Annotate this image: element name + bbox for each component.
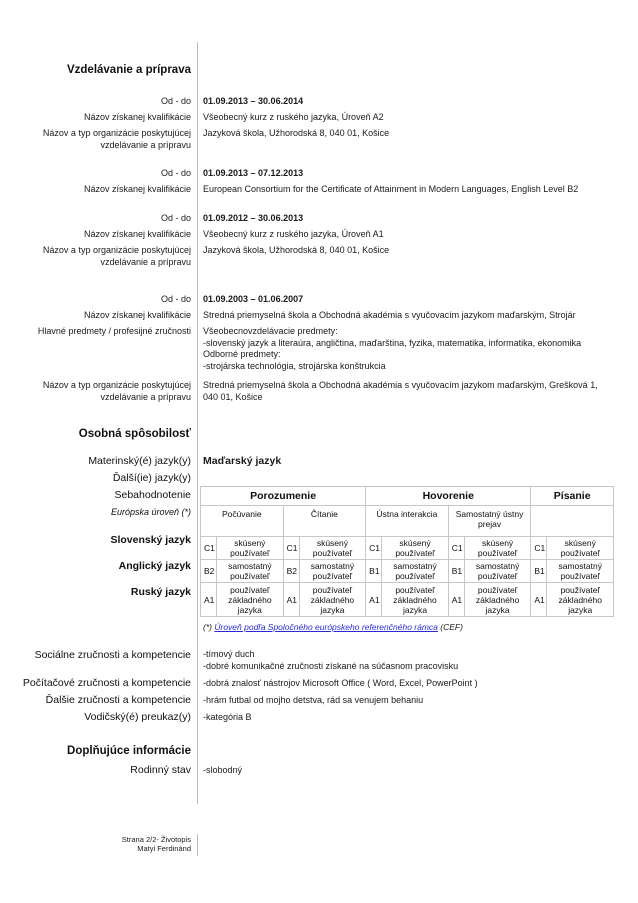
social-skills-value: -tímový duch -dobré komunikačné zručnosti získané na súčasnom pracovisku: [203, 649, 459, 671]
family-status-value: -slobodný: [203, 765, 243, 775]
level-desc: používateľ základného jazyka: [464, 583, 531, 617]
driving-license-value: -kategória B: [203, 712, 252, 722]
level-desc: samostatný používateľ: [464, 560, 531, 583]
self-assessment-label: Sebahodnotenie: [114, 489, 191, 501]
edu4-org-label: Názov a typ organizácie poskytujúcej vzdelávanie a prípravu: [42, 380, 191, 402]
edu1-date: 01.09.2013 – 30.06.2014: [203, 96, 304, 106]
subhead-production: Samostatný ústny prejav: [448, 506, 531, 537]
level-code: B2: [201, 560, 217, 583]
level-desc: používateľ základného jazyka: [382, 583, 448, 617]
mother-tongue-value: Maďarský jazyk: [203, 455, 282, 467]
other-skills-value: -hrám futbal od mojho detstva, rád sa venujem behaniu: [203, 695, 424, 705]
edu2-qual: European Consortium for the Certificate of Attainment in Modern Languages, English Level B2: [203, 184, 579, 194]
edu2-date-label: Od - do: [160, 168, 191, 178]
group-writing: Písanie: [531, 487, 614, 506]
level-desc: skúsený používateľ: [382, 537, 448, 560]
level-code: C1: [531, 537, 547, 560]
column-divider: [197, 42, 198, 804]
level-code: C1: [201, 537, 217, 560]
group-speaking: Hovorenie: [366, 487, 531, 506]
group-understanding: Porozumenie: [201, 487, 366, 506]
level-code: A1: [201, 583, 217, 617]
computer-skills-value: -dobrá znalosť nástrojov Microsoft Office ( Word, Excel, PowerPoint ): [203, 678, 478, 688]
subhead-interaction: Ústna interakcia: [366, 506, 449, 537]
footer-divider: [197, 834, 198, 856]
edu4-subj-label: Hlavné predmety / profesijné zručnosti: [37, 326, 191, 336]
level-code: A1: [283, 583, 299, 617]
edu3-qual-label: Názov získanej kvalifikácie: [83, 229, 191, 239]
edu4-date: 01.09.2003 – 01.06.2007: [203, 294, 304, 304]
level-code: A1: [448, 583, 464, 617]
level-desc: používateľ základného jazyka: [547, 583, 614, 617]
level-desc: skúsený používateľ: [547, 537, 614, 560]
level-desc: samostatný používateľ: [382, 560, 448, 583]
education-heading: Vzdelávanie a príprava: [66, 64, 191, 76]
table-row: [201, 560, 614, 583]
level-code: A1: [366, 583, 382, 617]
language-assessment-table: [200, 486, 614, 617]
subhead-listening: Počúvanie: [201, 506, 284, 537]
edu4-subjects: Všeobecnovzdelávacie predmety: -slovenský jazyk a literaúra, angličtina, maďarština, fyzika, matematika, informatika, ekonomika Odborné predmety: -strojárska technológia, strojárska konštrukcia: [203, 326, 582, 371]
level-code: B1: [531, 560, 547, 583]
edu3-org: Jazyková škola, Užhorodská 8, 040 01, Košice: [203, 245, 390, 255]
edu4-org: Stredná priemyselná škola a Obchodná akadémia s vyučovacím jazykom maďarským, Grešková 1, 040 01, Košice: [203, 380, 598, 402]
edu1-org: Jazyková škola, Užhorodská 8, 040 01, Košice: [203, 128, 390, 138]
level-code: B1: [448, 560, 464, 583]
personal-heading: Osobná spôsobilosť: [78, 428, 191, 440]
level-code: C1: [448, 537, 464, 560]
level-desc: používateľ základného jazyka: [217, 583, 283, 617]
computer-skills-label: Počítačové zručnosti a kompetencie: [22, 677, 191, 689]
table-row: [201, 537, 614, 560]
edu3-org-label: Názov a typ organizácie poskytujúcej vzdelávanie a prípravu: [42, 245, 191, 267]
cef-note: (*) Úroveň podľa Spoločného európskeho referenčného rámca (CEF): [203, 622, 463, 632]
mother-tongue-label: Materinský(é) jazyk(y): [88, 455, 191, 467]
lang-name-russian: Ruský jazyk: [130, 586, 191, 598]
edu3-qual: Všeobecný kurz z ruského jazyka, Úroveň A1: [203, 229, 384, 239]
edu1-date-label: Od - do: [160, 96, 191, 106]
other-skills-label: Ďalšie zručnosti a kompetencie: [45, 694, 191, 706]
lang-name-english: Anglický jazyk: [118, 560, 191, 572]
level-desc: skúsený používateľ: [299, 537, 365, 560]
subhead-writing: [531, 506, 614, 537]
level-desc: používateľ základného jazyka: [299, 583, 365, 617]
additional-heading: Doplňujúce informácie: [67, 745, 191, 757]
level-code: B2: [283, 560, 299, 583]
level-desc: skúsený používateľ: [217, 537, 283, 560]
edu3-date-label: Od - do: [160, 213, 191, 223]
lang-name-slovak: Slovenský jazyk: [110, 534, 191, 546]
edu1-org-label: Názov a typ organizácie poskytujúcej vzdelávanie a prípravu: [42, 128, 191, 150]
family-status-label: Rodinný stav: [130, 764, 191, 776]
table-row: [201, 583, 614, 617]
level-code: C1: [366, 537, 382, 560]
edu1-qual-label: Názov získanej kvalifikácie: [83, 112, 191, 122]
edu4-date-label: Od - do: [160, 294, 191, 304]
level-code: A1: [531, 583, 547, 617]
level-desc: samostatný používateľ: [547, 560, 614, 583]
subhead-reading: Čítanie: [283, 506, 366, 537]
level-desc: samostatný používateľ: [299, 560, 365, 583]
social-skills-label: Sociálne zručnosti a kompetencie: [34, 649, 191, 661]
edu1-qual: Všeobecný kurz z ruského jazyka, Úroveň A2: [203, 112, 384, 122]
european-level-label: Európska úroveň (*): [110, 507, 191, 517]
edu2-date: 01.09.2013 – 07.12.2013: [203, 168, 304, 178]
level-code: B1: [366, 560, 382, 583]
page-footer: Strana 2/2- Životopis Matyi Ferdinánd: [121, 835, 191, 853]
edu2-qual-label: Názov získanej kvalifikácie: [83, 184, 191, 194]
level-desc: skúsený používateľ: [464, 537, 531, 560]
edu4-qual-label: Názov získanej kvalifikácie: [83, 310, 191, 320]
level-code: C1: [283, 537, 299, 560]
cef-link[interactable]: Úroveň podľa Spoločného európskeho referenčného rámca: [214, 622, 438, 632]
driving-license-label: Vodičský(é) preukaz(y): [84, 711, 191, 723]
level-desc: samostatný používateľ: [217, 560, 283, 583]
edu3-date: 01.09.2012 – 30.06.2013: [203, 213, 304, 223]
edu4-qual: Stredná priemyselná škola a Obchodná akadémia s vyučovacím jazykom maďarským, Strojár: [203, 310, 576, 320]
other-languages-label: Ďalší(ie) jazyk(y): [112, 472, 191, 484]
